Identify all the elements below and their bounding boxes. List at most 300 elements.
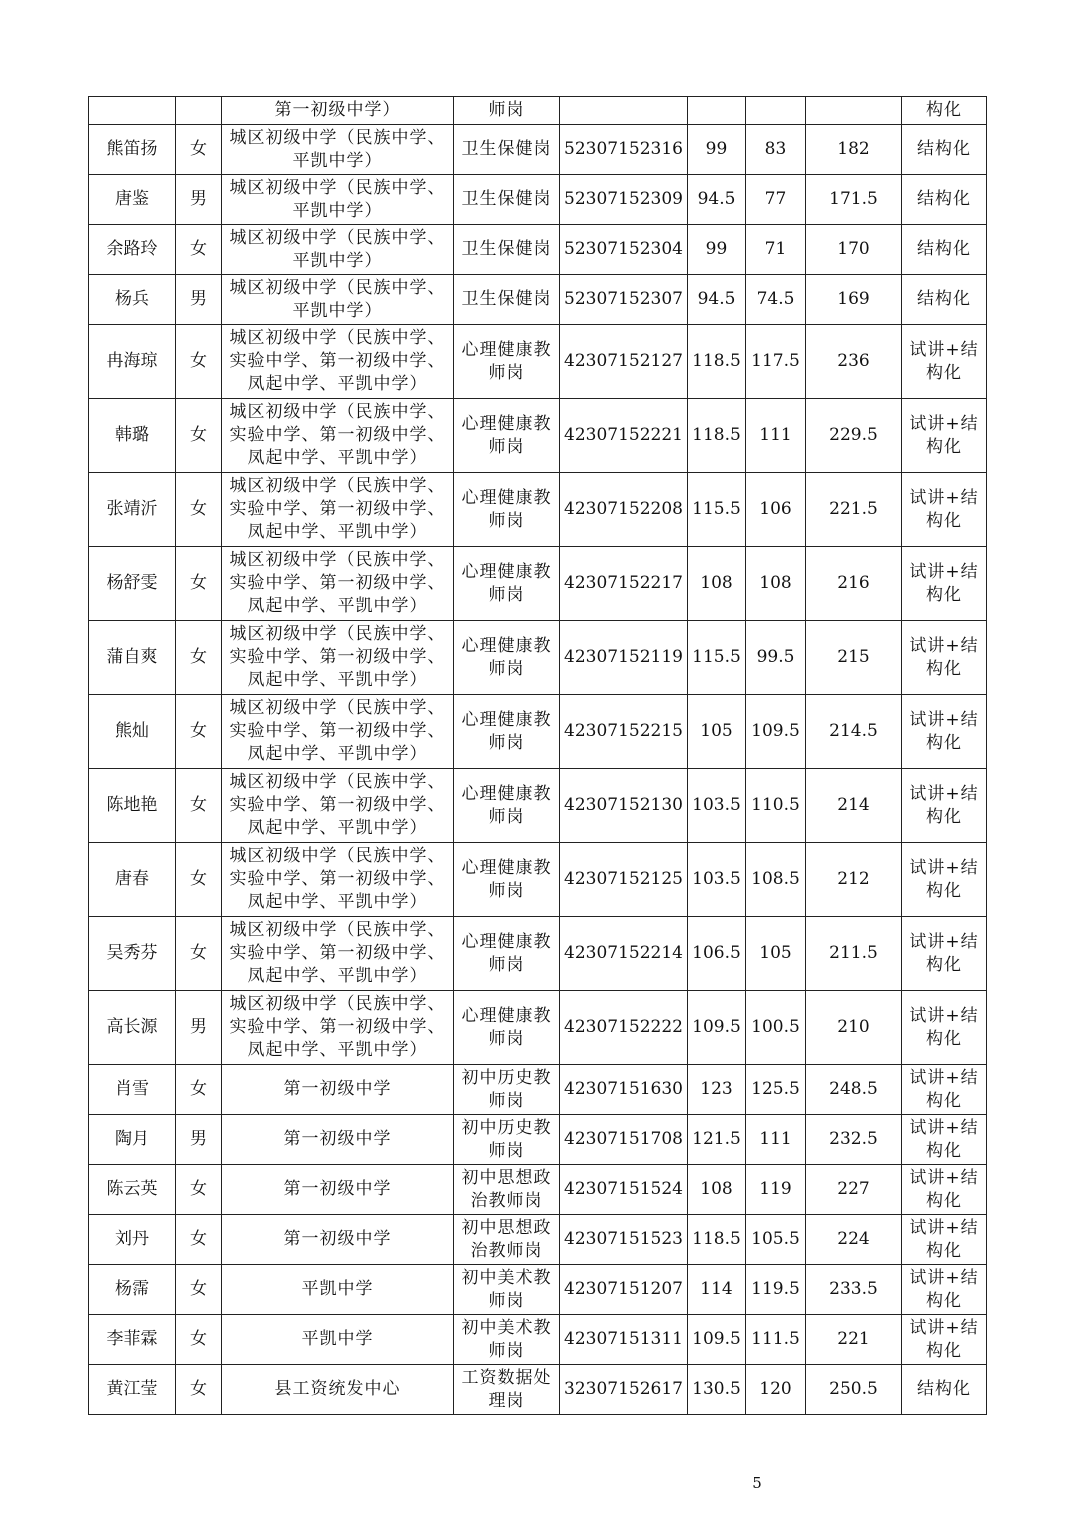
gender-cell-text: 女 — [190, 499, 207, 519]
name-cell-text: 张靖沂 — [106, 499, 158, 519]
method-cell-text: 结构化 — [917, 189, 971, 209]
written-score-cell — [688, 1115, 746, 1165]
post-cell — [454, 769, 560, 843]
gender-cell-text: 男 — [190, 1129, 207, 1149]
interview-score-cell-text: 119 — [759, 1179, 792, 1199]
method-cell — [902, 547, 987, 621]
interview-score-cell-text: 105 — [759, 943, 792, 963]
method-cell — [902, 991, 987, 1065]
interview-score-cell — [746, 275, 806, 325]
total-score-cell — [806, 769, 902, 843]
post-cell-text: 心理健康教 师岗 — [461, 783, 552, 827]
interview-score-cell-text: 120 — [759, 1379, 792, 1399]
ticket-number-cell — [560, 325, 688, 399]
interview-score-cell-text: 77 — [764, 189, 787, 209]
name-cell — [89, 125, 176, 175]
name-cell — [89, 769, 176, 843]
unit-cell — [222, 97, 454, 125]
written-score-cell — [688, 1365, 746, 1415]
written-score-cell-text: 108 — [700, 1179, 733, 1199]
ticket-number-cell-text: 42307152217 — [564, 573, 683, 593]
written-score-cell-text: 106.5 — [692, 943, 741, 963]
interview-score-cell-text: 108 — [759, 573, 792, 593]
interview-score-cell — [746, 1215, 806, 1265]
post-cell-text: 初中美术教 师岗 — [461, 1317, 552, 1361]
ticket-number-cell — [560, 1165, 688, 1215]
unit-cell — [222, 843, 454, 917]
name-cell — [89, 97, 176, 125]
ticket-number-cell-text: 42307152208 — [564, 499, 683, 519]
table-row — [89, 1065, 987, 1115]
unit-cell — [222, 275, 454, 325]
unit-cell-text: 城区初级中学（民族中学、 实验中学、第一初级中学、 凤起中学、平凯中学） — [229, 698, 446, 764]
name-cell-text: 余路玲 — [106, 239, 158, 259]
unit-cell — [222, 473, 454, 547]
interview-score-cell — [746, 225, 806, 275]
post-cell — [454, 917, 560, 991]
post-cell-text: 初中思想政 治教师岗 — [461, 1167, 552, 1211]
interview-score-cell-text: 125.5 — [751, 1079, 800, 1099]
post-cell-text: 卫生保健岗 — [461, 239, 552, 259]
total-score-cell-text: 248.5 — [829, 1079, 878, 1099]
total-score-cell-text: 229.5 — [829, 425, 878, 445]
table-row — [89, 1215, 987, 1265]
unit-cell — [222, 1065, 454, 1115]
gender-cell-text: 女 — [190, 795, 207, 815]
interview-score-cell — [746, 991, 806, 1065]
post-cell-text: 初中思想政 治教师岗 — [461, 1217, 552, 1261]
method-cell-text: 试讲+结 构化 — [909, 1317, 979, 1361]
gender-cell-text: 女 — [190, 1229, 207, 1249]
unit-cell-text: 第一初级中学） — [274, 100, 401, 120]
post-cell — [454, 991, 560, 1065]
total-score-cell — [806, 275, 902, 325]
name-cell — [89, 225, 176, 275]
table-row — [89, 1265, 987, 1315]
unit-cell — [222, 1265, 454, 1315]
unit-cell-text: 县工资统发中心 — [274, 1379, 401, 1399]
interview-score-cell — [746, 1315, 806, 1365]
unit-cell — [222, 325, 454, 399]
method-cell — [902, 621, 987, 695]
written-score-cell — [688, 1265, 746, 1315]
total-score-cell-text: 221.5 — [829, 499, 878, 519]
written-score-cell-text: 115.5 — [692, 499, 741, 519]
method-cell — [902, 1365, 987, 1415]
interview-score-cell — [746, 769, 806, 843]
ticket-number-cell-text: 42307152214 — [564, 943, 683, 963]
written-score-cell-text: 103.5 — [692, 795, 741, 815]
table-row — [89, 225, 987, 275]
interview-score-cell — [746, 1115, 806, 1165]
total-score-cell-text: 171.5 — [829, 189, 878, 209]
written-score-cell-text: 99 — [705, 239, 728, 259]
table-row — [89, 97, 987, 125]
unit-cell-text: 第一初级中学 — [283, 1179, 392, 1199]
name-cell-text: 唐鉴 — [115, 189, 149, 209]
total-score-cell-text: 233.5 — [829, 1279, 878, 1299]
unit-cell-text: 城区初级中学（民族中学、 平凯中学） — [229, 177, 446, 221]
gender-cell-text: 男 — [190, 1017, 207, 1037]
written-score-cell — [688, 1315, 746, 1365]
ticket-number-cell — [560, 991, 688, 1065]
post-cell-text: 初中历史教 师岗 — [461, 1067, 552, 1111]
unit-cell — [222, 991, 454, 1065]
ticket-number-cell — [560, 97, 688, 125]
name-cell — [89, 695, 176, 769]
gender-cell — [176, 225, 222, 275]
name-cell-text: 熊灿 — [115, 721, 149, 741]
name-cell — [89, 1065, 176, 1115]
gender-cell-text: 女 — [190, 1079, 207, 1099]
page-number: 5 — [752, 1474, 762, 1492]
interview-score-cell-text: 111 — [759, 1129, 792, 1149]
total-score-cell — [806, 1065, 902, 1115]
post-cell-text: 心理健康教 师岗 — [461, 931, 552, 975]
gender-cell — [176, 1265, 222, 1315]
ticket-number-cell-text: 42307152215 — [564, 721, 683, 741]
post-cell — [454, 1115, 560, 1165]
name-cell — [89, 1265, 176, 1315]
method-cell — [902, 1265, 987, 1315]
total-score-cell-text: 224 — [837, 1229, 870, 1249]
name-cell-text: 李菲霖 — [106, 1329, 158, 1349]
table-body — [89, 97, 987, 1415]
method-cell-text: 结构化 — [917, 1379, 971, 1399]
written-score-cell-text: 99 — [705, 139, 728, 159]
post-cell — [454, 125, 560, 175]
method-cell — [902, 473, 987, 547]
interview-score-cell — [746, 843, 806, 917]
interview-score-cell-text: 100.5 — [751, 1017, 800, 1037]
interview-score-cell — [746, 621, 806, 695]
total-score-cell-text: 215 — [837, 647, 870, 667]
total-score-cell-text: 227 — [837, 1179, 870, 1199]
post-cell — [454, 175, 560, 225]
unit-cell-text: 城区初级中学（民族中学、 实验中学、第一初级中学、 凤起中学、平凯中学） — [229, 920, 446, 986]
method-cell — [902, 843, 987, 917]
written-score-cell — [688, 473, 746, 547]
table-row — [89, 275, 987, 325]
post-cell-text: 初中美术教 师岗 — [461, 1267, 552, 1311]
ticket-number-cell-text: 42307152119 — [564, 647, 683, 667]
total-score-cell — [806, 1315, 902, 1365]
gender-cell-text: 女 — [190, 1179, 207, 1199]
interview-score-cell — [746, 1365, 806, 1415]
method-cell-text: 试讲+结 构化 — [909, 1117, 979, 1161]
total-score-cell — [806, 399, 902, 473]
ticket-number-cell — [560, 621, 688, 695]
interview-score-cell — [746, 97, 806, 125]
method-cell-text: 试讲+结 构化 — [909, 1067, 979, 1111]
interview-score-cell — [746, 547, 806, 621]
post-cell — [454, 547, 560, 621]
table-row — [89, 125, 987, 175]
written-score-cell — [688, 991, 746, 1065]
name-cell — [89, 175, 176, 225]
method-cell — [902, 325, 987, 399]
ticket-number-cell — [560, 225, 688, 275]
method-cell-text: 试讲+结 构化 — [909, 635, 979, 679]
ticket-number-cell — [560, 1215, 688, 1265]
unit-cell-text: 第一初级中学 — [283, 1079, 392, 1099]
ticket-number-cell — [560, 843, 688, 917]
interview-score-cell — [746, 1265, 806, 1315]
method-cell-text: 试讲+结 构化 — [909, 413, 979, 457]
method-cell-text: 试讲+结 构化 — [909, 487, 979, 531]
method-cell — [902, 97, 987, 125]
written-score-cell — [688, 225, 746, 275]
name-cell-text: 黄江莹 — [106, 1379, 158, 1399]
total-score-cell — [806, 325, 902, 399]
post-cell — [454, 97, 560, 125]
written-score-cell — [688, 695, 746, 769]
gender-cell — [176, 1215, 222, 1265]
method-cell — [902, 1115, 987, 1165]
unit-cell-text: 平凯中学 — [301, 1279, 374, 1299]
unit-cell-text: 城区初级中学（民族中学、 平凯中学） — [229, 277, 446, 321]
post-cell-text: 工资数据处 理岗 — [461, 1367, 552, 1411]
written-score-cell-text: 118.5 — [692, 425, 741, 445]
written-score-cell — [688, 97, 746, 125]
written-score-cell-text: 118.5 — [692, 1229, 741, 1249]
post-cell-text: 心理健康教 师岗 — [461, 709, 552, 753]
gender-cell-text: 女 — [190, 869, 207, 889]
post-cell — [454, 1065, 560, 1115]
interview-score-cell — [746, 695, 806, 769]
method-cell — [902, 769, 987, 843]
post-cell-text: 心理健康教 师岗 — [461, 561, 552, 605]
post-cell-text: 心理健康教 师岗 — [461, 339, 552, 383]
written-score-cell-text: 121.5 — [692, 1129, 741, 1149]
total-score-cell — [806, 1215, 902, 1265]
unit-cell — [222, 175, 454, 225]
ticket-number-cell — [560, 473, 688, 547]
gender-cell — [176, 325, 222, 399]
interview-score-cell-text: 99.5 — [756, 647, 795, 667]
method-cell-text: 试讲+结 构化 — [909, 857, 979, 901]
unit-cell — [222, 125, 454, 175]
ticket-number-cell — [560, 917, 688, 991]
ticket-number-cell-text: 42307152125 — [564, 869, 683, 889]
gender-cell-text: 女 — [190, 1379, 207, 1399]
unit-cell-text: 城区初级中学（民族中学、 实验中学、第一初级中学、 凤起中学、平凯中学） — [229, 550, 446, 616]
unit-cell — [222, 917, 454, 991]
post-cell-text: 心理健康教 师岗 — [461, 1005, 552, 1049]
table-row — [89, 1115, 987, 1165]
interview-score-cell — [746, 1165, 806, 1215]
unit-cell-text: 第一初级中学 — [283, 1129, 392, 1149]
name-cell — [89, 1115, 176, 1165]
written-score-cell — [688, 399, 746, 473]
written-score-cell — [688, 917, 746, 991]
unit-cell-text: 城区初级中学（民族中学、 实验中学、第一初级中学、 凤起中学、平凯中学） — [229, 476, 446, 542]
table-row — [89, 1315, 987, 1365]
interview-score-cell-text: 111.5 — [751, 1329, 800, 1349]
method-cell-text: 试讲+结 构化 — [909, 1267, 979, 1311]
ticket-number-cell — [560, 769, 688, 843]
name-cell — [89, 1215, 176, 1265]
ticket-number-cell-text: 42307151524 — [564, 1179, 683, 1199]
name-cell-text: 陈云英 — [106, 1179, 158, 1199]
unit-cell — [222, 1365, 454, 1415]
name-cell — [89, 991, 176, 1065]
method-cell-text: 试讲+结 构化 — [909, 709, 979, 753]
name-cell — [89, 1165, 176, 1215]
table-row — [89, 769, 987, 843]
written-score-cell — [688, 1065, 746, 1115]
ticket-number-cell — [560, 1065, 688, 1115]
ticket-number-cell-text: 32307152617 — [564, 1379, 683, 1399]
method-cell-text: 试讲+结 构化 — [909, 1167, 979, 1211]
unit-cell-text: 城区初级中学（民族中学、 实验中学、第一初级中学、 凤起中学、平凯中学） — [229, 328, 446, 394]
unit-cell — [222, 1215, 454, 1265]
ticket-number-cell — [560, 399, 688, 473]
post-cell — [454, 1365, 560, 1415]
unit-cell-text: 城区初级中学（民族中学、 实验中学、第一初级中学、 凤起中学、平凯中学） — [229, 994, 446, 1060]
total-score-cell-text: 211.5 — [829, 943, 878, 963]
name-cell-text: 肖雪 — [115, 1079, 149, 1099]
method-cell — [902, 225, 987, 275]
method-cell — [902, 1315, 987, 1365]
post-cell-text: 卫生保健岗 — [461, 189, 552, 209]
table-row — [89, 399, 987, 473]
method-cell — [902, 1215, 987, 1265]
gender-cell — [176, 843, 222, 917]
total-score-cell-text: 214.5 — [829, 721, 878, 741]
ticket-number-cell-text: 52307152316 — [564, 139, 683, 159]
gender-cell-text: 女 — [190, 425, 207, 445]
name-cell — [89, 843, 176, 917]
total-score-cell — [806, 1115, 902, 1165]
name-cell — [89, 547, 176, 621]
method-cell — [902, 917, 987, 991]
gender-cell-text: 女 — [190, 239, 207, 259]
post-cell-text: 心理健康教 师岗 — [461, 413, 552, 457]
ticket-number-cell — [560, 1115, 688, 1165]
total-score-cell — [806, 1265, 902, 1315]
name-cell — [89, 1315, 176, 1365]
ticket-number-cell — [560, 1265, 688, 1315]
interview-score-cell-text: 83 — [764, 139, 787, 159]
ticket-number-cell-text: 52307152307 — [564, 289, 683, 309]
post-cell — [454, 1315, 560, 1365]
written-score-cell — [688, 843, 746, 917]
name-cell-text: 冉海琼 — [106, 351, 158, 371]
name-cell-text: 蒲自爽 — [106, 647, 158, 667]
table-row — [89, 175, 987, 225]
table-row — [89, 325, 987, 399]
total-score-cell — [806, 97, 902, 125]
written-score-cell-text: 118.5 — [692, 351, 741, 371]
unit-cell-text: 城区初级中学（民族中学、 平凯中学） — [229, 127, 446, 171]
gender-cell — [176, 991, 222, 1065]
post-cell — [454, 325, 560, 399]
total-score-cell-text: 221 — [837, 1329, 870, 1349]
post-cell — [454, 399, 560, 473]
name-cell-text: 韩璐 — [115, 425, 149, 445]
ticket-number-cell-text: 42307152130 — [564, 795, 683, 815]
total-score-cell — [806, 621, 902, 695]
post-cell — [454, 843, 560, 917]
gender-cell-text: 女 — [190, 721, 207, 741]
method-cell-text: 结构化 — [917, 139, 971, 159]
method-cell — [902, 175, 987, 225]
method-cell-text: 结构化 — [917, 239, 971, 259]
gender-cell — [176, 621, 222, 695]
total-score-cell — [806, 991, 902, 1065]
ticket-number-cell-text: 42307151523 — [564, 1229, 683, 1249]
written-score-cell-text: 94.5 — [697, 289, 736, 309]
total-score-cell — [806, 695, 902, 769]
gender-cell — [176, 1165, 222, 1215]
written-score-cell-text: 108 — [700, 573, 733, 593]
interview-score-cell — [746, 473, 806, 547]
name-cell-text: 吴秀芬 — [106, 943, 158, 963]
gender-cell — [176, 1315, 222, 1365]
written-score-cell-text: 115.5 — [692, 647, 741, 667]
ticket-number-cell-text: 42307152127 — [564, 351, 683, 371]
unit-cell-text: 城区初级中学（民族中学、 实验中学、第一初级中学、 凤起中学、平凯中学） — [229, 402, 446, 468]
post-cell-text: 卫生保健岗 — [461, 289, 552, 309]
gender-cell — [176, 1115, 222, 1165]
table-row — [89, 917, 987, 991]
gender-cell-text: 女 — [190, 573, 207, 593]
table-row — [89, 1365, 987, 1415]
gender-cell — [176, 769, 222, 843]
post-cell — [454, 1215, 560, 1265]
table-row — [89, 547, 987, 621]
total-score-cell-text: 232.5 — [829, 1129, 878, 1149]
total-score-cell — [806, 125, 902, 175]
gender-cell — [176, 125, 222, 175]
ticket-number-cell-text: 42307152222 — [564, 1017, 683, 1037]
ticket-number-cell — [560, 125, 688, 175]
written-score-cell-text: 105 — [700, 721, 733, 741]
ticket-number-cell — [560, 1315, 688, 1365]
method-cell-text: 试讲+结 构化 — [909, 339, 979, 383]
written-score-cell — [688, 769, 746, 843]
gender-cell-text: 女 — [190, 647, 207, 667]
interview-score-cell — [746, 1065, 806, 1115]
total-score-cell-text: 182 — [837, 139, 870, 159]
interview-score-cell — [746, 399, 806, 473]
unit-cell — [222, 1115, 454, 1165]
interview-score-cell-text: 106 — [759, 499, 792, 519]
gender-cell-text: 女 — [190, 139, 207, 159]
post-cell-text: 心理健康教 师岗 — [461, 857, 552, 901]
total-score-cell — [806, 917, 902, 991]
ticket-number-cell — [560, 275, 688, 325]
gender-cell — [176, 1365, 222, 1415]
method-cell — [902, 275, 987, 325]
written-score-cell — [688, 547, 746, 621]
ticket-number-cell — [560, 695, 688, 769]
name-cell-text: 陶月 — [115, 1129, 149, 1149]
interview-score-cell-text: 110.5 — [751, 795, 800, 815]
written-score-cell-text: 109.5 — [692, 1017, 741, 1037]
unit-cell — [222, 1165, 454, 1215]
ticket-number-cell-text: 52307152304 — [564, 239, 683, 259]
name-cell — [89, 399, 176, 473]
written-score-cell — [688, 325, 746, 399]
total-score-cell-text: 212 — [837, 869, 870, 889]
gender-cell-text: 女 — [190, 943, 207, 963]
method-cell — [902, 125, 987, 175]
ticket-number-cell — [560, 175, 688, 225]
method-cell-text: 构化 — [926, 100, 962, 120]
gender-cell-text: 女 — [190, 351, 207, 371]
